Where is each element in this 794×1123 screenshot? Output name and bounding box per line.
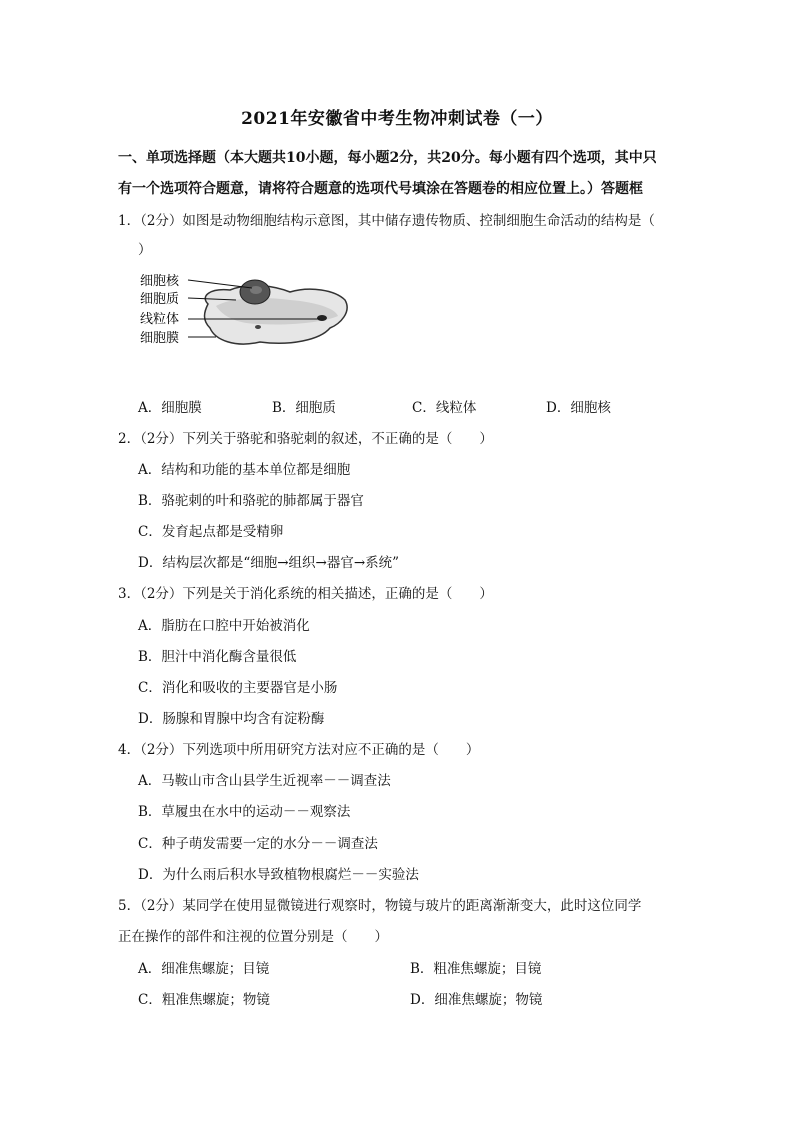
question-4-option-a[interactable]: A．马鞍山市含山县学生近视率－－调查法 [138,773,391,789]
nucleolus-shape [250,286,262,294]
question-5-stem-cont: 正在操作的部件和注视的位置分别是（ ） [118,929,388,945]
question-3-option-b[interactable]: B．胆汁中消化酶含量很低 [138,649,297,665]
section-instructions-line1: 一、单项选择题（本大题共10小题，每小题2分，共20分。每小题有四个选项，其中只 [118,150,657,166]
section-instructions-line2: 有一个选项符合题意，请将符合题意的选项代号填涂在答题卷的相应位置上。）答题框 [118,181,643,197]
question-2-option-d[interactable]: D．结构层次都是“细胞→组织→器官→系统” [138,555,400,571]
label-membrane: 细胞膜 [140,331,180,346]
question-4-stem: 4．（2分）下列选项中所用研究方法对应不正确的是（ ） [118,742,480,758]
mitochondrion-shape-2 [255,325,261,329]
page-title: 2021年安徽省中考生物冲刺试卷（一） [241,109,553,129]
question-1-option-d[interactable]: D．细胞核 [546,400,611,416]
question-2-stem: 2．（2分）下列关于骆驼和骆驼刺的叙述，不正确的是（ ） [118,431,493,447]
question-5-option-d[interactable]: D．细准焦螺旋；物镜 [410,992,543,1008]
question-2-option-b[interactable]: B．骆驼刺的叶和骆驼的肺都属于器官 [138,493,364,509]
question-2-option-c[interactable]: C．发育起点都是受精卵 [138,524,284,540]
question-1-option-c[interactable]: C．线粒体 [412,400,477,416]
question-5-option-c[interactable]: C．粗准焦螺旋；物镜 [138,992,270,1008]
question-3-option-c[interactable]: C．消化和吸收的主要器官是小肠 [138,680,338,696]
question-1-stem-cont: ） [138,242,152,258]
question-3-stem: 3．（2分）下列是关于消化系统的相关描述，正确的是（ ） [118,586,493,602]
question-3-option-d[interactable]: D．肠腺和胃腺中均含有淀粉酶 [138,711,325,727]
leader-line-nucleus [188,280,252,288]
question-4-option-c[interactable]: C．种子萌发需要一定的水分－－调查法 [138,836,378,852]
question-5-option-a[interactable]: A．细准焦螺旋；目镜 [138,961,270,977]
question-5-option-b[interactable]: B．粗准焦螺旋；目镜 [410,961,542,977]
question-3-option-a[interactable]: A．脂肪在口腔中开始被消化 [138,618,310,634]
question-1-option-b[interactable]: B．细胞质 [272,400,336,416]
section-instructions [118,143,678,205]
label-cytoplasm: 细胞质 [140,292,180,307]
animal-cell-diagram [140,266,350,348]
label-mitochondria: 线粒体 [140,312,180,327]
mitochondrion-shape [317,315,327,321]
question-1-stem: 1．（2分）如图是动物细胞结构示意图，其中储存遗传物质、控制细胞生命活动的结构是（ [118,213,655,229]
question-2-option-a[interactable]: A．结构和功能的基本单位都是细胞 [138,462,351,478]
question-5-stem: 5．（2分）某同学在使用显微镜进行观察时，物镜与玻片的距离渐渐变大，此时这位同学 [118,898,642,914]
question-1-option-a[interactable]: A．细胞膜 [138,400,202,416]
question-4-option-b[interactable]: B．草履虫在水中的运动－－观察法 [138,804,351,820]
label-nucleus: 细胞核 [140,274,180,289]
question-4-option-d[interactable]: D．为什么雨后积水导致植物根腐烂－－实验法 [138,867,419,883]
